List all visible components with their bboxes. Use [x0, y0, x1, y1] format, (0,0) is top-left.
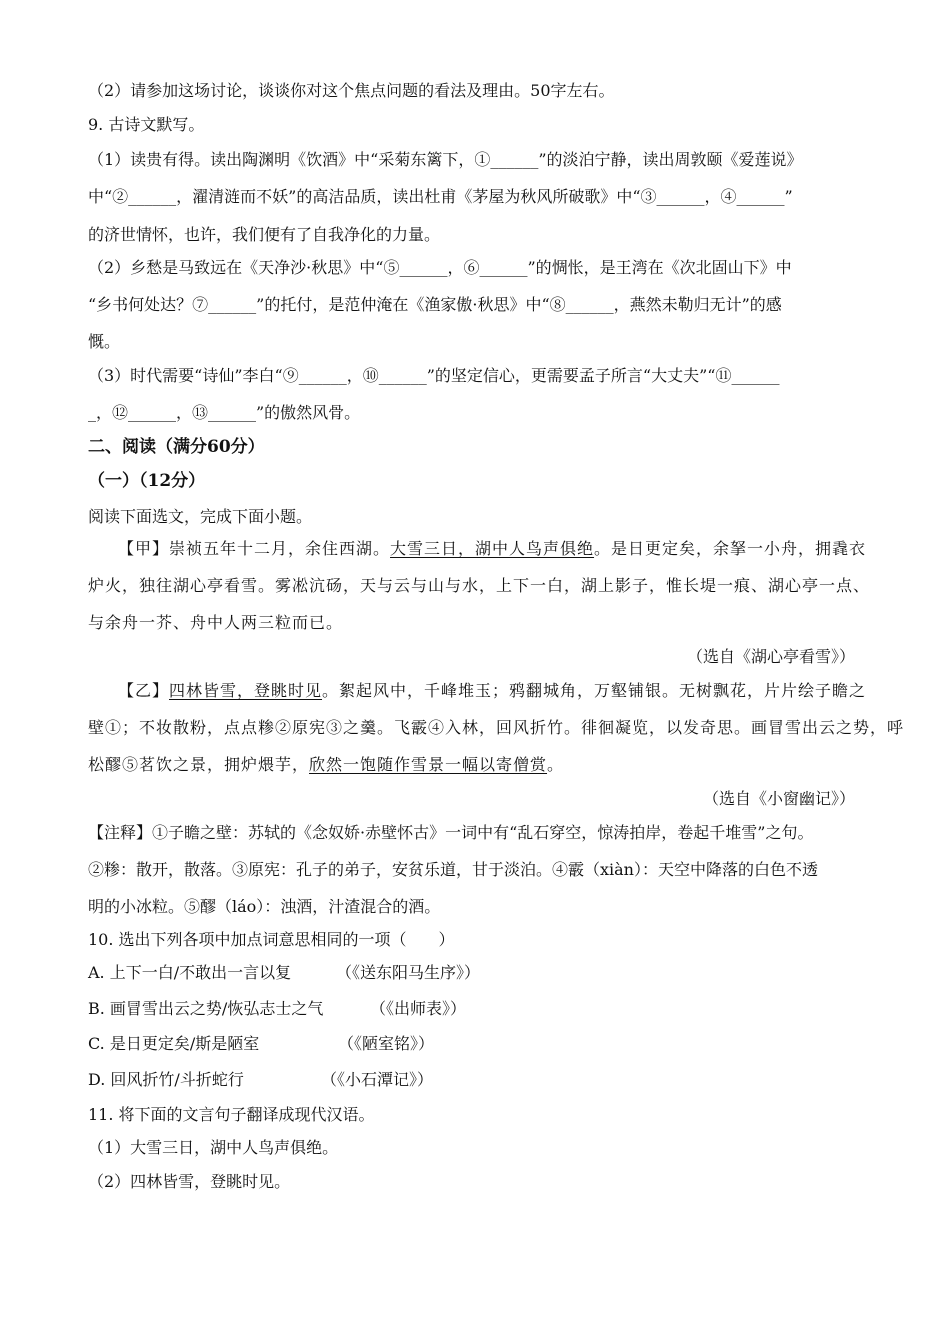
q11-stem: 11. 将下面的文言句子翻译成现代汉语。 [88, 1105, 375, 1124]
notes-line1: 【注释】①子瞻之壁：苏轼的《念奴娇·赤壁怀古》一词中有“乱石穿空，惊涛拍岸，卷起千堆雪”之句。 [88, 823, 814, 842]
q11-sentence-2: （2）四林皆雪，登眺时见。 [88, 1172, 291, 1191]
reading-instructions: 阅读下面选文，完成下面小题。 [88, 507, 313, 526]
passage-jia-source: （选自《湖心亭看雪》） [686, 647, 855, 666]
notes-line3: 明的小冰粒。⑤醪（láo）：浊酒，汁渣混合的酒。 [88, 897, 441, 916]
notes-line2: ②糁：散开，散落。③原宪：孔子的弟子，安贫乐道，甘于淡泊。④霰（xiàn）：天空中降落的白色不透 [88, 860, 818, 879]
q10-option-b: B. 画冒雪出云之势/恢弘志士之气 （《出师表》） [88, 999, 467, 1018]
underlined-sentence: 大雪三日，湖中人鸟声俱绝 [390, 539, 595, 558]
q8-subquestion-2: （2）请参加这场讨论，谈谈你对这个焦点问题的看法及理由。50字左右。 [88, 81, 615, 100]
q9-s3-line2: _，⑫______，⑬______”的傲然风骨。 [88, 403, 361, 422]
passage-jia-line2: 炉火，独往湖心亭看雪。雾凇沆砀，天与云与山与水，上下一白，湖上影子，惟长堤一痕、湖心亭一点、 [88, 576, 871, 595]
passage-yi-line1: 【乙】四林皆雪，登眺时见。絮起风中，千峰堆玉；鸦翻城角，万壑铺银。无树飘花，片片绘子瞻之 [118, 681, 867, 700]
passage-yi-label: 【乙】 [118, 681, 170, 700]
q9-s2-line1: （2）乡愁是马致远在《天净沙·秋思》中“⑤______，⑥______”的惆怅，是王湾在《次北固山下》中 [88, 258, 792, 277]
section-2-title: 二、阅读（满分60分） [88, 437, 265, 457]
underlined-sentence: 欣然一饱随作雪景一幅以寄僧赏 [309, 755, 548, 774]
passage-yi-source: （选自《小窗幽记》） [702, 789, 855, 808]
q11-sentence-1: （1）大雪三日，湖中人鸟声俱绝。 [88, 1138, 339, 1157]
q9-title: 9. 古诗文默写。 [88, 115, 205, 134]
q9-s2-line3: 慨。 [88, 332, 121, 351]
passage-yi-line3: 松醪⑤茗饮之景，拥炉煨芋，欣然一饱随作雪景一幅以寄僧赏。 [88, 755, 565, 774]
passage-jia-line3: 与余舟一芥、舟中人两三粒而已。 [88, 613, 344, 632]
passage-yi-line2: 壁①；不妆散粉，点点糁②原宪③之羹。飞霰④入林，回风折竹。徘徊凝览，以发奇思。画冒雪出云之势，呼 [88, 718, 905, 737]
q9-s2-line2: “乡书何处达？⑦______”的托付，是范仲淹在《渔家傲·秋思》中“⑧______，燕然未勒归无计”的感 [88, 295, 782, 314]
q9-s3-line1: （3）时代需要“诗仙”李白“⑨______，⑩______”的坚定信心，更需要孟子所言“大丈夫”“⑪______ [88, 366, 780, 385]
passage-jia-label: 【甲】 [118, 539, 170, 558]
q10-option-d: D. 回风折竹/斗折蛇行 （《小石潭记》） [88, 1070, 434, 1089]
underlined-sentence: 四林皆雪，登眺时见 [169, 681, 323, 700]
q10-stem: 10. 选出下列各项中加点词意思相同的一项（ ） [88, 930, 455, 949]
section-2-part1-heading: （一）（12分） [88, 471, 206, 491]
q9-s1-line1: （1）读贵有得。读出陶渊明《饮酒》中“采菊东篱下，①______”的淡泊宁静，读出周敦颐《爱莲说》 [88, 150, 803, 169]
q10-option-a: A. 上下一白/不敢出一言以复 （《送东阳马生序》） [88, 963, 481, 982]
q9-s1-line3: 的济世情怀，也许，我们便有了自我净化的力量。 [88, 225, 441, 244]
passage-jia-line1: 【甲】崇祯五年十二月，余住西湖。大雪三日，湖中人鸟声俱绝。是日更定矣，余拏一小舟，拥毳衣 [118, 539, 867, 558]
q10-option-c: C. 是日更定矣/斯是陋室 （《陋室铭》） [88, 1034, 435, 1053]
q9-s1-line2: 中“②______，濯清涟而不妖”的高洁品质，读出杜甫《茅屋为秋风所破歌》中“③______，④______” [88, 187, 793, 206]
